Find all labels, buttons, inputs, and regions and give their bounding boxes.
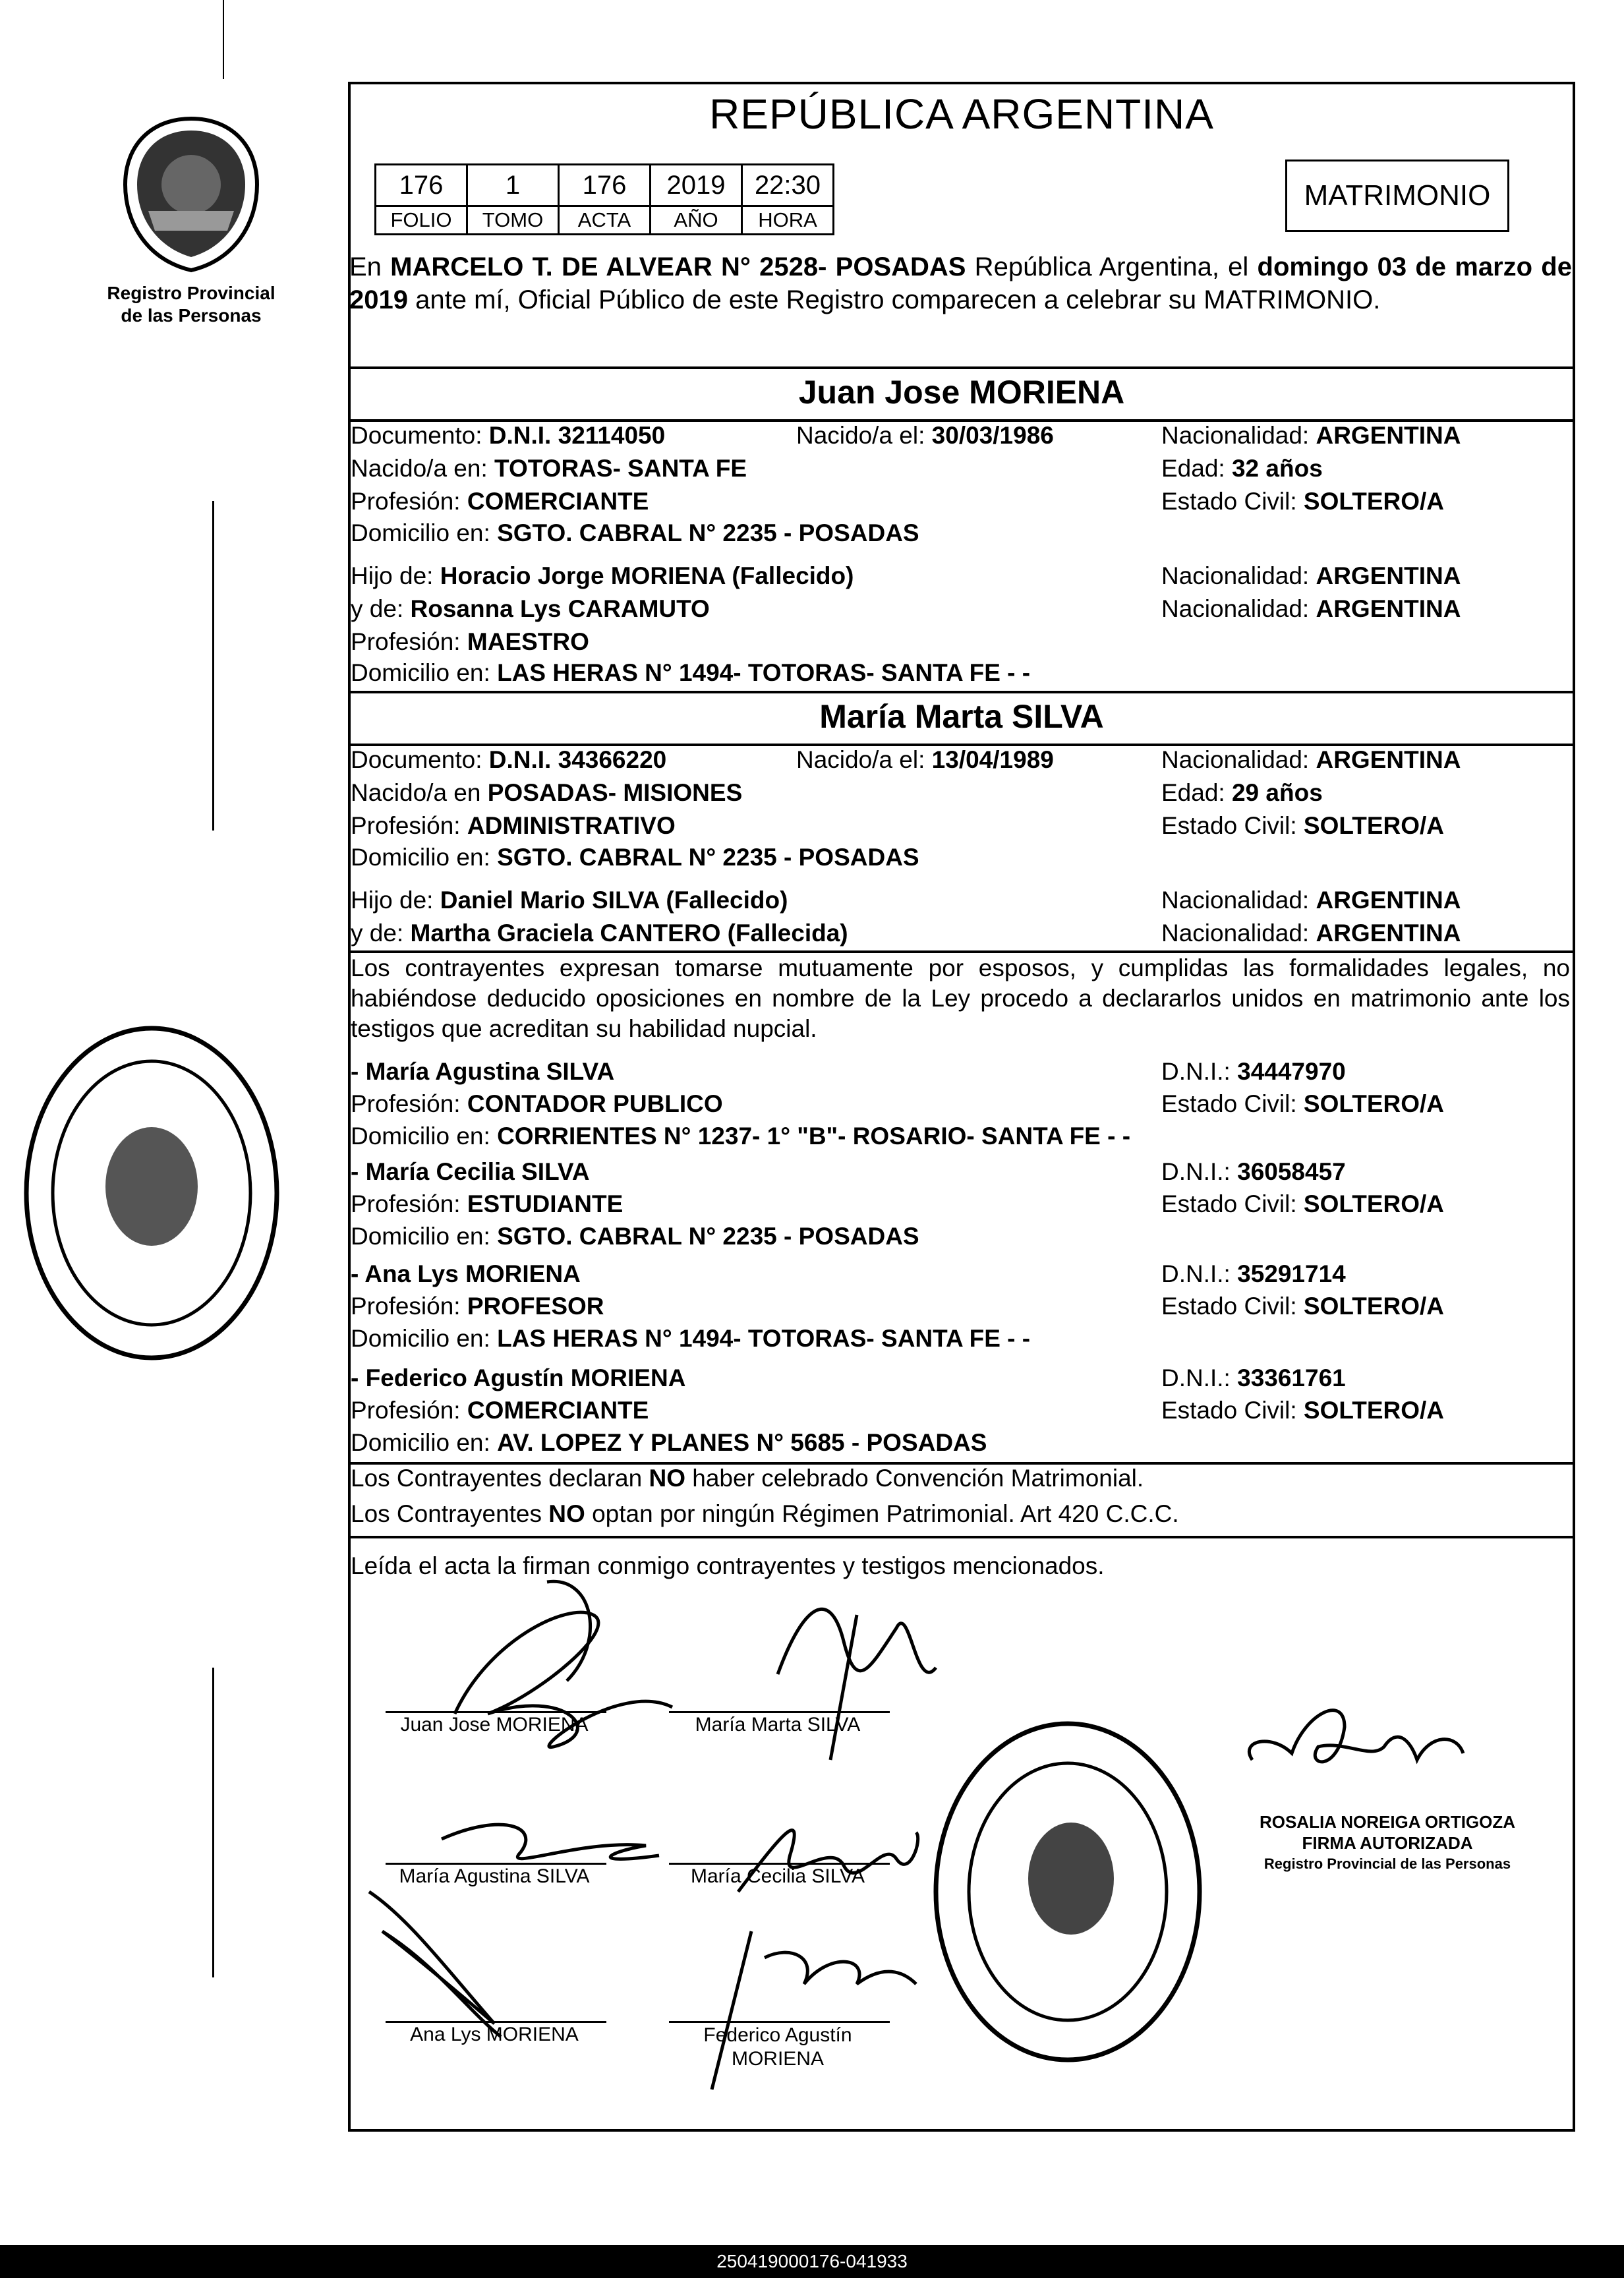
spouse2-father-nationality: Nacionalidad: ARGENTINA xyxy=(1161,887,1461,914)
witness1-name: - María Agustina SILVA xyxy=(351,1058,615,1085)
acta-value: 176 xyxy=(559,165,651,206)
witness3-dni: D.N.I.: 35291714 xyxy=(1161,1260,1346,1287)
acta-label: ACTA xyxy=(559,206,651,235)
witness1-civil-status: Estado Civil: SOLTERO/A xyxy=(1161,1090,1445,1117)
witness4-name: - Federico Agustín MORIENA xyxy=(351,1364,686,1391)
spouse1-parent-profession: Profesión: MAESTRO xyxy=(351,628,589,655)
spouse2-document: Documento: D.N.I. 34366220 xyxy=(351,746,667,773)
sig-label-witness4: Federico Agustín MORIENA xyxy=(703,2024,852,2070)
record-type-box: MATRIMONIO xyxy=(1285,160,1509,232)
spouse1-parent-address: Domicilio en: LAS HERAS N° 1494- TOTORAS- SANTA FE - - xyxy=(351,659,1031,686)
spouse2-name: María Marta SILVA xyxy=(819,698,1104,735)
spouse1-mother-nationality: Nacionalidad: ARGENTINA xyxy=(1161,595,1461,622)
ceremony-place: MARCELO T. DE ALVEAR N° 2528- POSADAS xyxy=(390,252,966,281)
province-seal-icon xyxy=(119,112,264,277)
folio-value: 176 xyxy=(376,165,467,206)
document-footer-code: 250419000176-041933 xyxy=(0,2245,1624,2278)
registry-stamp-center xyxy=(923,1714,1213,2070)
witness4-dni: D.N.I.: 33361761 xyxy=(1161,1364,1346,1391)
record-number-table xyxy=(374,163,834,235)
witness2-name: - María Cecilia SILVA xyxy=(351,1158,590,1185)
tomo-value: 1 xyxy=(467,165,559,206)
spouse2-father: Hijo de: Daniel Mario SILVA (Fallecido) xyxy=(351,887,788,914)
witness3-civil-status: Estado Civil: SOLTERO/A xyxy=(1161,1293,1445,1320)
spouse1-document: Documento: D.N.I. 32114050 xyxy=(351,422,666,449)
spouse1-father-nationality: Nacionalidad: ARGENTINA xyxy=(1161,562,1461,589)
spouse1-civil-status: Estado Civil: SOLTERO/A xyxy=(1161,488,1445,515)
witness4-civil-status: Estado Civil: SOLTERO/A xyxy=(1161,1397,1445,1424)
spouse1-mother: y de: Rosanna Lys CARAMUTO xyxy=(351,595,710,622)
hora-label: HORA xyxy=(742,206,834,235)
anio-value: 2019 xyxy=(651,165,742,206)
spouse1-age: Edad: 32 años xyxy=(1161,455,1323,482)
spouse1-address: Domicilio en: SGTO. CABRAL N° 2235 - POSADAS xyxy=(351,519,919,546)
sig-label-witness1: María Agustina SILVA xyxy=(399,1865,590,1887)
witness4-address: Domicilio en: AV. LOPEZ Y PLANES N° 5685 - POSADAS xyxy=(351,1429,987,1456)
spouse2-mother: y de: Martha Graciela CANTERO (Fallecida) xyxy=(351,920,848,947)
witness3-profession: Profesión: PROFESOR xyxy=(351,1293,604,1320)
hora-value: 22:30 xyxy=(742,165,834,206)
tomo-label: TOMO xyxy=(467,206,559,235)
sig-label-groom: Juan Jose MORIENA xyxy=(400,1714,589,1736)
spouse2-birthplace: Nacido/a en POSADAS- MISIONES xyxy=(351,779,743,806)
intro-paragraph: En MARCELO T. DE ALVEAR N° 2528- POSADAS República Argentina, el domingo 03 de marzo de 2019 ante mí, Oficial Público de este Registro comparecen a celebrar su MATRIMONIO. xyxy=(349,252,1572,314)
spouse1-nationality: Nacionalidad: ARGENTINA xyxy=(1161,422,1461,449)
witness1-address: Domicilio en: CORRIENTES N° 1237- 1° "B"- ROSARIO- SANTA FE - - xyxy=(351,1123,1131,1150)
witness2-dni: D.N.I.: 36058457 xyxy=(1161,1158,1346,1185)
spouse1-birthplace: Nacido/a en: TOTORAS- SANTA FE xyxy=(351,455,747,482)
spouse2-address: Domicilio en: SGTO. CABRAL N° 2235 - POSADAS xyxy=(351,844,919,871)
spouse2-mother-nationality: Nacionalidad: ARGENTINA xyxy=(1161,920,1461,947)
sig-label-witness3: Ana Lys MORIENA xyxy=(410,2024,579,2045)
spouse1-profession: Profesión: COMERCIANTE xyxy=(351,488,649,515)
declaration-paragraph: Los contrayentes expresan tomarse mutuamente por esposos, y cumplidas las formalidades legales, no habiéndose deducido oposiciones en nombre de la Ley procedo a declararlos unidos en matrimonio ante los testigos que acreditan su habilidad nupcial. xyxy=(351,954,1570,1042)
spouse2-civil-status: Estado Civil: SOLTERO/A xyxy=(1161,812,1445,839)
sig-label-bride: María Marta SILVA xyxy=(695,1714,861,1736)
document-title: REPÚBLICA ARGENTINA xyxy=(709,90,1214,138)
spouse1-father: Hijo de: Horacio Jorge MORIENA (Fallecido) xyxy=(351,562,854,589)
spouse1-birthdate: Nacido/a el: 30/03/1986 xyxy=(796,422,1054,449)
witness3-name: - Ana Lys MORIENA xyxy=(351,1260,581,1287)
convention-line2: Los Contrayentes NO optan por ningún Régimen Patrimonial. Art 420 C.C.C. xyxy=(351,1500,1179,1527)
closing-line: Leída el acta la firman conmigo contrayentes y testigos mencionados. xyxy=(351,1552,1105,1579)
sig-label-witness2: María Cecilia SILVA xyxy=(691,1865,865,1887)
witness3-address: Domicilio en: LAS HERAS N° 1494- TOTORAS- SANTA FE - - xyxy=(351,1325,1031,1352)
registry-stamp-left xyxy=(13,1015,290,1371)
ceremony-date: domingo 03 de marzo de 2019 xyxy=(349,252,1572,314)
spouse2-birthdate: Nacido/a el: 13/04/1989 xyxy=(796,746,1054,773)
spouse2-profession: Profesión: ADMINISTRATIVO xyxy=(351,812,676,839)
spouse1-name: Juan Jose MORIENA xyxy=(798,374,1125,411)
logo-caption-line2: de las Personas xyxy=(121,305,262,326)
witness2-civil-status: Estado Civil: SOLTERO/A xyxy=(1161,1190,1445,1217)
spouse2-nationality: Nacionalidad: ARGENTINA xyxy=(1161,746,1461,773)
witness4-profession: Profesión: COMERCIANTE xyxy=(351,1397,649,1424)
logo-caption-line1: Registro Provincial xyxy=(107,283,276,303)
witness1-dni: D.N.I.: 34447970 xyxy=(1161,1058,1346,1085)
spouse2-age: Edad: 29 años xyxy=(1161,779,1323,806)
folio-label: FOLIO xyxy=(376,206,467,235)
witness2-address: Domicilio en: SGTO. CABRAL N° 2235 - POSADAS xyxy=(351,1223,919,1250)
witness1-profession: Profesión: CONTADOR PUBLICO xyxy=(351,1090,723,1117)
anio-label: AÑO xyxy=(651,206,742,235)
official-signature-block: ROSALIA NOREIGA ORTIGOZA FIRMA AUTORIZADA Registro Provincial de las Personas xyxy=(1259,1812,1516,1872)
witness2-profession: Profesión: ESTUDIANTE xyxy=(351,1190,624,1217)
convention-line1: Los Contrayentes declaran NO haber celebrado Convención Matrimonial. xyxy=(351,1465,1144,1492)
